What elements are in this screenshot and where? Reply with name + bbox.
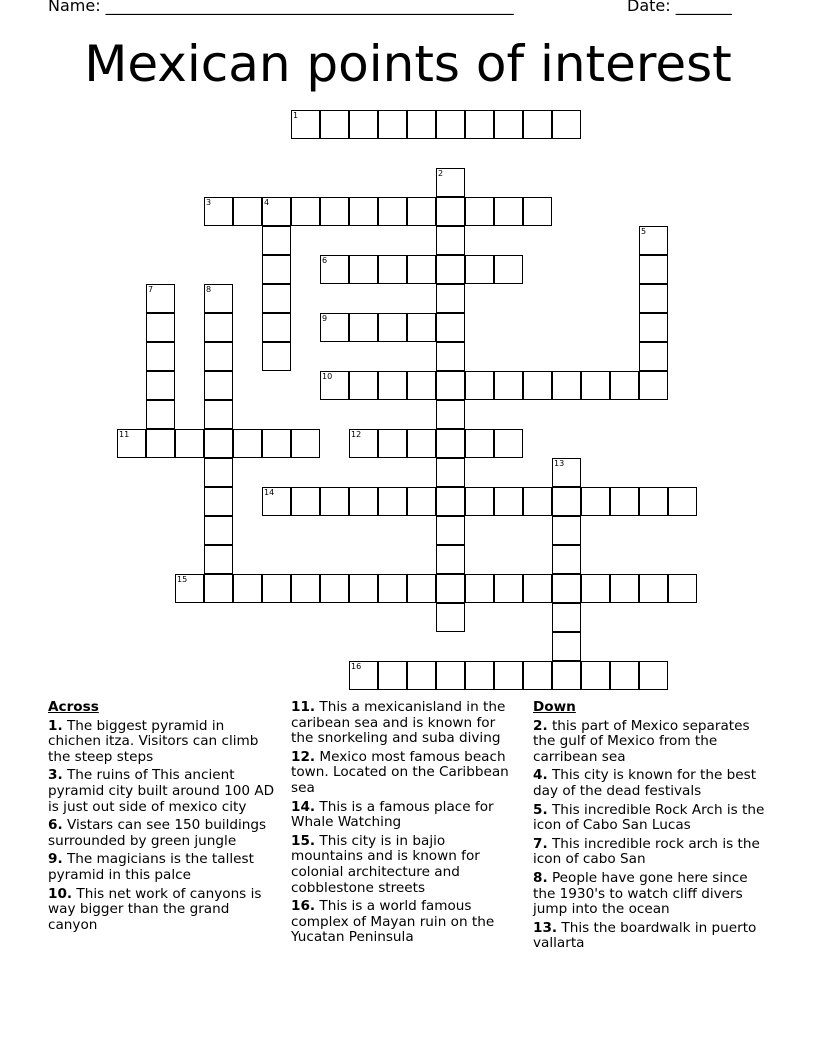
grid-cell[interactable]: [320, 313, 349, 342]
clue-number: 14: [264, 488, 275, 497]
grid-cell[interactable]: [465, 487, 494, 516]
clue-item: [533, 768, 773, 799]
grid-cell[interactable]: [668, 574, 697, 603]
grid-cell[interactable]: [436, 197, 465, 226]
grid-cell[interactable]: [581, 371, 610, 400]
grid-cell[interactable]: [349, 487, 378, 516]
grid-cell[interactable]: [436, 342, 465, 371]
clue-number-label: 9.: [48, 851, 63, 868]
grid-cell[interactable]: [407, 371, 436, 400]
grid-cell[interactable]: [465, 661, 494, 690]
grid-cell[interactable]: [291, 574, 320, 603]
across-heading: Across: [48, 699, 99, 715]
grid-cell[interactable]: [291, 110, 320, 139]
clue-number-label: 11.: [291, 699, 316, 715]
grid-cell[interactable]: [494, 371, 523, 400]
grid-cell[interactable]: [494, 255, 523, 284]
clue-number: 16: [351, 662, 362, 671]
grid-cell[interactable]: [378, 429, 407, 458]
grid-cell[interactable]: [349, 255, 378, 284]
grid-cell[interactable]: [320, 110, 349, 139]
grid-cell[interactable]: [494, 661, 523, 690]
clues-down-column: [533, 700, 773, 955]
grid-cell[interactable]: [552, 458, 581, 487]
grid-cell[interactable]: [233, 197, 262, 226]
grid-cell[interactable]: [262, 313, 291, 342]
grid-cell[interactable]: [523, 197, 552, 226]
grid-cell[interactable]: [349, 197, 378, 226]
grid-cell[interactable]: [465, 110, 494, 139]
clue-number: 8: [206, 285, 212, 294]
grid-cell[interactable]: [146, 284, 175, 313]
grid-cell[interactable]: [262, 284, 291, 313]
grid-cell[interactable]: [204, 313, 233, 342]
grid-cell[interactable]: [552, 110, 581, 139]
grid-cell[interactable]: [262, 255, 291, 284]
clue-text: The biggest pyramid in chichen itza. Visitors can climb the steep steps: [48, 717, 259, 765]
grid-cell[interactable]: [552, 661, 581, 690]
grid-cell[interactable]: [639, 284, 668, 313]
clue-number-label: 12.: [291, 748, 316, 765]
grid-cell[interactable]: [204, 487, 233, 516]
grid-cell[interactable]: [320, 197, 349, 226]
grid-cell[interactable]: [552, 371, 581, 400]
grid-cell[interactable]: [233, 429, 262, 458]
clue-item: [48, 887, 278, 934]
grid-cell[interactable]: [552, 516, 581, 545]
grid-cell[interactable]: [639, 371, 668, 400]
grid-cell[interactable]: [320, 487, 349, 516]
clue-number-label: 1.: [48, 717, 63, 734]
grid-cell[interactable]: [378, 661, 407, 690]
grid-cell[interactable]: [349, 371, 378, 400]
grid-cell[interactable]: [349, 574, 378, 603]
clue-item: [291, 800, 521, 831]
clue-number-label: 8.: [533, 869, 548, 886]
grid-cell[interactable]: [349, 313, 378, 342]
grid-cell[interactable]: [523, 574, 552, 603]
grid-cell[interactable]: [204, 458, 233, 487]
grid-cell[interactable]: [378, 197, 407, 226]
grid-cell[interactable]: [204, 574, 233, 603]
grid-cell[interactable]: [146, 342, 175, 371]
grid-cell[interactable]: [552, 632, 581, 661]
grid-cell[interactable]: [349, 429, 378, 458]
grid-cell[interactable]: [291, 197, 320, 226]
grid-cell[interactable]: [146, 429, 175, 458]
grid-cell[interactable]: [204, 284, 233, 313]
grid-cell[interactable]: [233, 574, 262, 603]
grid-cell[interactable]: [610, 487, 639, 516]
grid-cell[interactable]: [436, 487, 465, 516]
grid-cell[interactable]: [494, 487, 523, 516]
clue-text: This net work of canyons is way bigger than the grand canyon: [48, 885, 262, 933]
grid-cell[interactable]: [436, 603, 465, 632]
grid-cell[interactable]: [494, 429, 523, 458]
grid-cell[interactable]: [494, 197, 523, 226]
clue-number: 5: [641, 227, 647, 236]
grid-cell[interactable]: [523, 661, 552, 690]
grid-cell[interactable]: [552, 603, 581, 632]
grid-cell[interactable]: [117, 429, 146, 458]
grid-cell[interactable]: [436, 371, 465, 400]
clue-item: [48, 768, 278, 815]
grid-cell[interactable]: [465, 371, 494, 400]
grid-cell[interactable]: [436, 110, 465, 139]
grid-cell[interactable]: [146, 400, 175, 429]
clue-number: 15: [177, 575, 188, 584]
grid-cell[interactable]: [523, 110, 552, 139]
grid-cell[interactable]: [291, 429, 320, 458]
clue-item: [533, 719, 773, 766]
clues-across-column-2: [291, 700, 521, 949]
grid-cell[interactable]: [465, 574, 494, 603]
clue-text: this part of Mexico separates the gulf of Mexico from the carribean sea: [533, 717, 750, 765]
grid-cell[interactable]: [436, 574, 465, 603]
down-heading: Down: [533, 699, 576, 715]
grid-cell[interactable]: [523, 371, 552, 400]
clue-number-label: 5.: [533, 801, 548, 818]
grid-cell[interactable]: [436, 458, 465, 487]
grid-cell[interactable]: [610, 371, 639, 400]
grid-cell[interactable]: [204, 516, 233, 545]
grid-cell[interactable]: [407, 110, 436, 139]
clue-item: [291, 750, 521, 797]
clue-text: This city is in bajio mountains and is known for colonial architecture and cobblestone streets: [291, 832, 480, 896]
grid-cell[interactable]: [639, 313, 668, 342]
clue-item: [48, 818, 278, 849]
grid-cell[interactable]: [262, 487, 291, 516]
clue-number: 3: [206, 198, 212, 207]
clues-across-column-1: [48, 700, 278, 936]
clue-item: [533, 803, 773, 834]
grid-cell[interactable]: [407, 487, 436, 516]
grid-cell[interactable]: [262, 197, 291, 226]
clue-item: [291, 834, 521, 896]
grid-cell[interactable]: [523, 487, 552, 516]
grid-cell[interactable]: [436, 400, 465, 429]
clue-text: This a mexicanisland in the caribean sea and is known for the snorkeling and suba diving: [291, 699, 506, 747]
clue-number-label: 4.: [533, 767, 548, 784]
clue-number: 6: [322, 256, 328, 265]
grid-cell[interactable]: [262, 574, 291, 603]
clue-text: Vistars can see 150 buildings surrounded by green jungle: [48, 817, 267, 849]
grid-cell[interactable]: [262, 342, 291, 371]
clue-number: 11: [119, 430, 130, 439]
grid-cell[interactable]: [204, 400, 233, 429]
grid-cell[interactable]: [378, 110, 407, 139]
clue-number-label: 3.: [48, 767, 63, 784]
grid-cell[interactable]: [465, 197, 494, 226]
grid-cell[interactable]: [436, 313, 465, 342]
grid-cell[interactable]: [610, 661, 639, 690]
clue-number-label: 16.: [291, 898, 316, 915]
grid-cell[interactable]: [378, 487, 407, 516]
grid-cell[interactable]: [436, 516, 465, 545]
clue-item: [291, 899, 521, 946]
grid-cell[interactable]: [581, 661, 610, 690]
grid-cell[interactable]: [639, 226, 668, 255]
grid-cell[interactable]: [378, 255, 407, 284]
grid-cell[interactable]: [494, 110, 523, 139]
grid-cell[interactable]: [465, 429, 494, 458]
grid-cell[interactable]: [320, 371, 349, 400]
clue-number-label: 13.: [533, 919, 558, 936]
grid-cell[interactable]: [407, 574, 436, 603]
clue-number: 10: [322, 372, 333, 381]
clue-text: This the boardwalk in puerto vallarta: [533, 919, 757, 952]
grid-cell[interactable]: [378, 574, 407, 603]
clue-number-label: 7.: [533, 835, 548, 852]
grid-cell[interactable]: [146, 313, 175, 342]
clue-number: 2: [438, 169, 444, 178]
clue-text: This is a famous place for Whale Watching: [291, 798, 494, 831]
clue-text: This city is known for the best day of the dead festivals: [533, 767, 757, 799]
clue-number: 1: [293, 111, 299, 120]
clue-text: People have gone here since the 1930's to watch cliff divers jump into the ocean: [533, 869, 748, 918]
grid-cell[interactable]: [494, 574, 523, 603]
grid-cell[interactable]: [639, 487, 668, 516]
grid-cell[interactable]: [436, 661, 465, 690]
clue-number: 7: [148, 285, 154, 294]
grid-cell[interactable]: [175, 574, 204, 603]
page-title: Mexican points of interest: [84, 35, 732, 93]
grid-cell[interactable]: [262, 429, 291, 458]
grid-cell[interactable]: [349, 110, 378, 139]
grid-cell[interactable]: [204, 197, 233, 226]
grid-cell[interactable]: [639, 574, 668, 603]
grid-cell[interactable]: [175, 429, 204, 458]
grid-cell[interactable]: [407, 429, 436, 458]
clue-item: [533, 921, 773, 952]
grid-cell[interactable]: [407, 313, 436, 342]
grid-cell[interactable]: [204, 342, 233, 371]
grid-cell[interactable]: [436, 284, 465, 313]
grid-cell[interactable]: [436, 168, 465, 197]
clue-number-label: 10.: [48, 885, 73, 902]
grid-cell[interactable]: [378, 371, 407, 400]
grid-cell[interactable]: [320, 255, 349, 284]
clue-text: This is a world famous complex of Mayan ruin on the Yucatan Peninsula: [291, 898, 495, 946]
grid-cell[interactable]: [146, 371, 175, 400]
grid-cell[interactable]: [581, 487, 610, 516]
grid-cell[interactable]: [465, 255, 494, 284]
grid-cell[interactable]: [407, 661, 436, 690]
name-field-label: Name: ___________________________________________________: [48, 0, 514, 15]
grid-cell[interactable]: [291, 487, 320, 516]
clue-number: 13: [554, 459, 565, 468]
clue-number: 9: [322, 314, 328, 323]
grid-cell[interactable]: [407, 255, 436, 284]
clue-text: This incredible Rock Arch is the icon of Cabo San Lucas: [533, 801, 765, 834]
grid-cell[interactable]: [204, 371, 233, 400]
grid-cell[interactable]: [581, 574, 610, 603]
grid-cell[interactable]: [668, 487, 697, 516]
clue-number-label: 6.: [48, 817, 63, 834]
grid-cell[interactable]: [349, 661, 378, 690]
clue-number-label: 2.: [533, 717, 548, 734]
grid-cell[interactable]: [436, 429, 465, 458]
grid-cell[interactable]: [320, 574, 349, 603]
clue-item: [533, 871, 773, 918]
grid-cell[interactable]: [378, 313, 407, 342]
grid-cell[interactable]: [639, 255, 668, 284]
grid-cell[interactable]: [262, 226, 291, 255]
grid-cell[interactable]: [552, 487, 581, 516]
grid-cell[interactable]: [436, 255, 465, 284]
grid-cell[interactable]: [407, 197, 436, 226]
grid-cell[interactable]: [639, 342, 668, 371]
clue-item: [291, 700, 521, 747]
clue-text: This incredible rock arch is the icon of cabo San: [533, 835, 760, 868]
clue-number-label: 14.: [291, 798, 316, 815]
clue-number: 4: [264, 198, 270, 207]
clue-text: The ruins of This ancient pyramid city built around 100 AD is just out side of mexico city: [48, 767, 275, 815]
grid-cell[interactable]: [436, 226, 465, 255]
clue-number: 12: [351, 430, 362, 439]
clue-item: [48, 852, 278, 883]
grid-cell[interactable]: [639, 661, 668, 690]
grid-cell[interactable]: [552, 574, 581, 603]
clue-text: The magicians is the tallest pyramid in this palce: [48, 851, 254, 883]
grid-cell[interactable]: [552, 545, 581, 574]
grid-cell[interactable]: [204, 429, 233, 458]
grid-cell[interactable]: [436, 545, 465, 574]
grid-cell[interactable]: [204, 545, 233, 574]
clue-item: [48, 719, 278, 766]
clue-number-label: 15.: [291, 832, 316, 849]
clue-item: [533, 837, 773, 868]
grid-cell[interactable]: [610, 574, 639, 603]
clue-text: Mexico most famous beach town. Located on the Caribbean sea: [291, 748, 509, 796]
date-field-label: Date: _______: [627, 0, 732, 15]
